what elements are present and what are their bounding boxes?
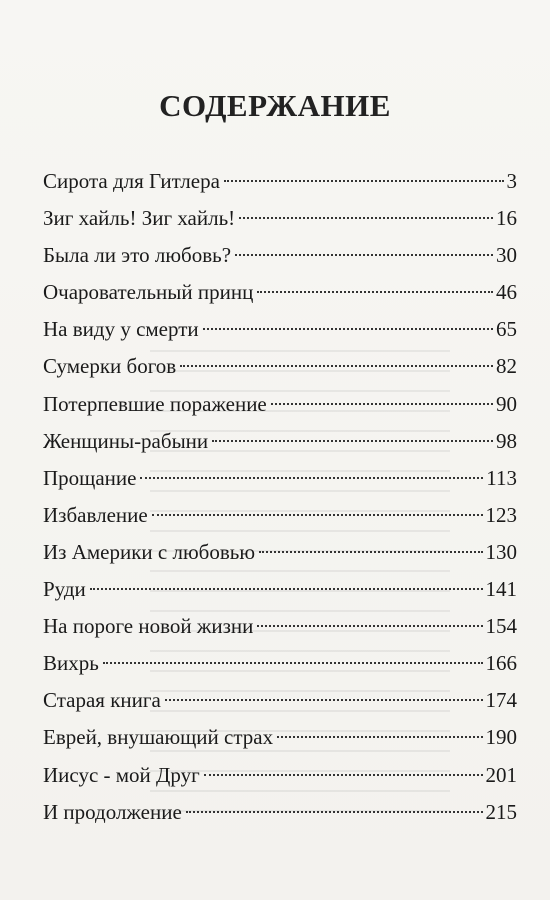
- dot-leader: [186, 811, 483, 813]
- toc-entry-page: 46: [496, 280, 517, 305]
- toc-entry[interactable]: [43, 497, 517, 534]
- toc-entry-page: 190: [485, 725, 517, 750]
- toc-entry[interactable]: [43, 794, 517, 831]
- toc-entry[interactable]: [43, 200, 517, 237]
- toc-entry-title: Из Америки с любовью: [43, 539, 256, 564]
- dot-leader: [235, 254, 493, 256]
- toc-entry[interactable]: [43, 348, 517, 385]
- dot-leader: [259, 551, 482, 553]
- page-title: СОДЕРЖАНИЕ: [159, 88, 391, 123]
- toc-entry-title: Была ли это любовь?: [43, 243, 232, 268]
- dot-leader: [180, 365, 493, 367]
- dot-leader: [271, 403, 493, 405]
- dot-leader: [203, 328, 493, 330]
- dot-leader: [103, 662, 483, 664]
- toc-entry-page: 215: [485, 799, 517, 824]
- toc-entry[interactable]: [43, 311, 517, 348]
- toc-entry-page: 30: [496, 243, 517, 268]
- toc-entry[interactable]: [43, 163, 517, 200]
- toc-entry-title: Вихрь: [43, 651, 99, 676]
- toc-entry[interactable]: [43, 534, 517, 571]
- toc-entry-page: 154: [485, 614, 517, 639]
- toc-entry[interactable]: [43, 386, 517, 423]
- toc-entry-title: Потерпевшие поражение: [43, 391, 267, 416]
- table-of-contents: [43, 163, 517, 831]
- dot-leader: [257, 625, 482, 627]
- toc-entry-title: Сирота для Гитлера: [43, 169, 220, 193]
- toc-entry-page: 82: [496, 354, 517, 379]
- toc-entry-page: 123: [485, 502, 517, 527]
- toc-entry-page: 16: [496, 206, 517, 231]
- toc-entry-page: 98: [496, 428, 517, 453]
- toc-entry-page: 113: [486, 465, 517, 490]
- toc-entry-title: И продолжение: [43, 799, 182, 824]
- toc-entry-title: Избавление: [43, 502, 148, 527]
- toc-entry-title: Руди: [43, 577, 86, 602]
- toc-entry-page: 90: [496, 391, 517, 416]
- toc-entry[interactable]: [43, 608, 517, 645]
- dot-leader: [140, 477, 483, 479]
- toc-entry[interactable]: [43, 460, 517, 497]
- toc-entry[interactable]: [43, 719, 517, 756]
- dot-leader: [257, 291, 493, 293]
- toc-entry-page: 141: [485, 577, 517, 602]
- toc-entry-title: Женщины-рабыни: [43, 428, 209, 453]
- toc-entry-page: 65: [496, 317, 517, 342]
- toc-entry[interactable]: [43, 757, 517, 794]
- dot-leader: [90, 588, 483, 590]
- toc-entry-page: 166: [485, 651, 517, 676]
- toc-entry-page: 130: [485, 539, 517, 564]
- toc-entry[interactable]: [43, 645, 517, 682]
- toc-entry-title: На виду у смерти: [43, 317, 199, 342]
- toc-entry-title: Старая книга: [43, 688, 161, 713]
- toc-entry[interactable]: [43, 682, 517, 719]
- toc-entry-title: На пороге новой жизни: [43, 614, 254, 639]
- toc-entry[interactable]: [43, 423, 517, 460]
- dot-leader: [277, 736, 482, 738]
- toc-entry[interactable]: [43, 571, 517, 608]
- dot-leader: [212, 440, 493, 442]
- toc-entry-title: Еврей, внушающий страх: [43, 725, 274, 750]
- dot-leader: [165, 699, 483, 701]
- toc-entry-title: Зиг хайль! Зиг хайль!: [43, 206, 236, 231]
- toc-entry-page: 3: [506, 169, 517, 193]
- toc-entry-page: 201: [485, 762, 517, 787]
- dot-leader: [204, 774, 483, 776]
- toc-entry-title: Иисус - мой Друг: [43, 762, 200, 787]
- dot-leader: [239, 217, 493, 219]
- toc-entry-title: Сумерки богов: [43, 354, 177, 379]
- toc-entry-page: 174: [485, 688, 517, 713]
- dot-leader: [152, 514, 483, 516]
- dot-leader: [224, 180, 504, 182]
- toc-entry[interactable]: [43, 274, 517, 311]
- toc-entry[interactable]: [43, 237, 517, 274]
- toc-entry-title: Прощание: [43, 465, 137, 490]
- toc-entry-title: Очаровательный принц: [43, 280, 254, 305]
